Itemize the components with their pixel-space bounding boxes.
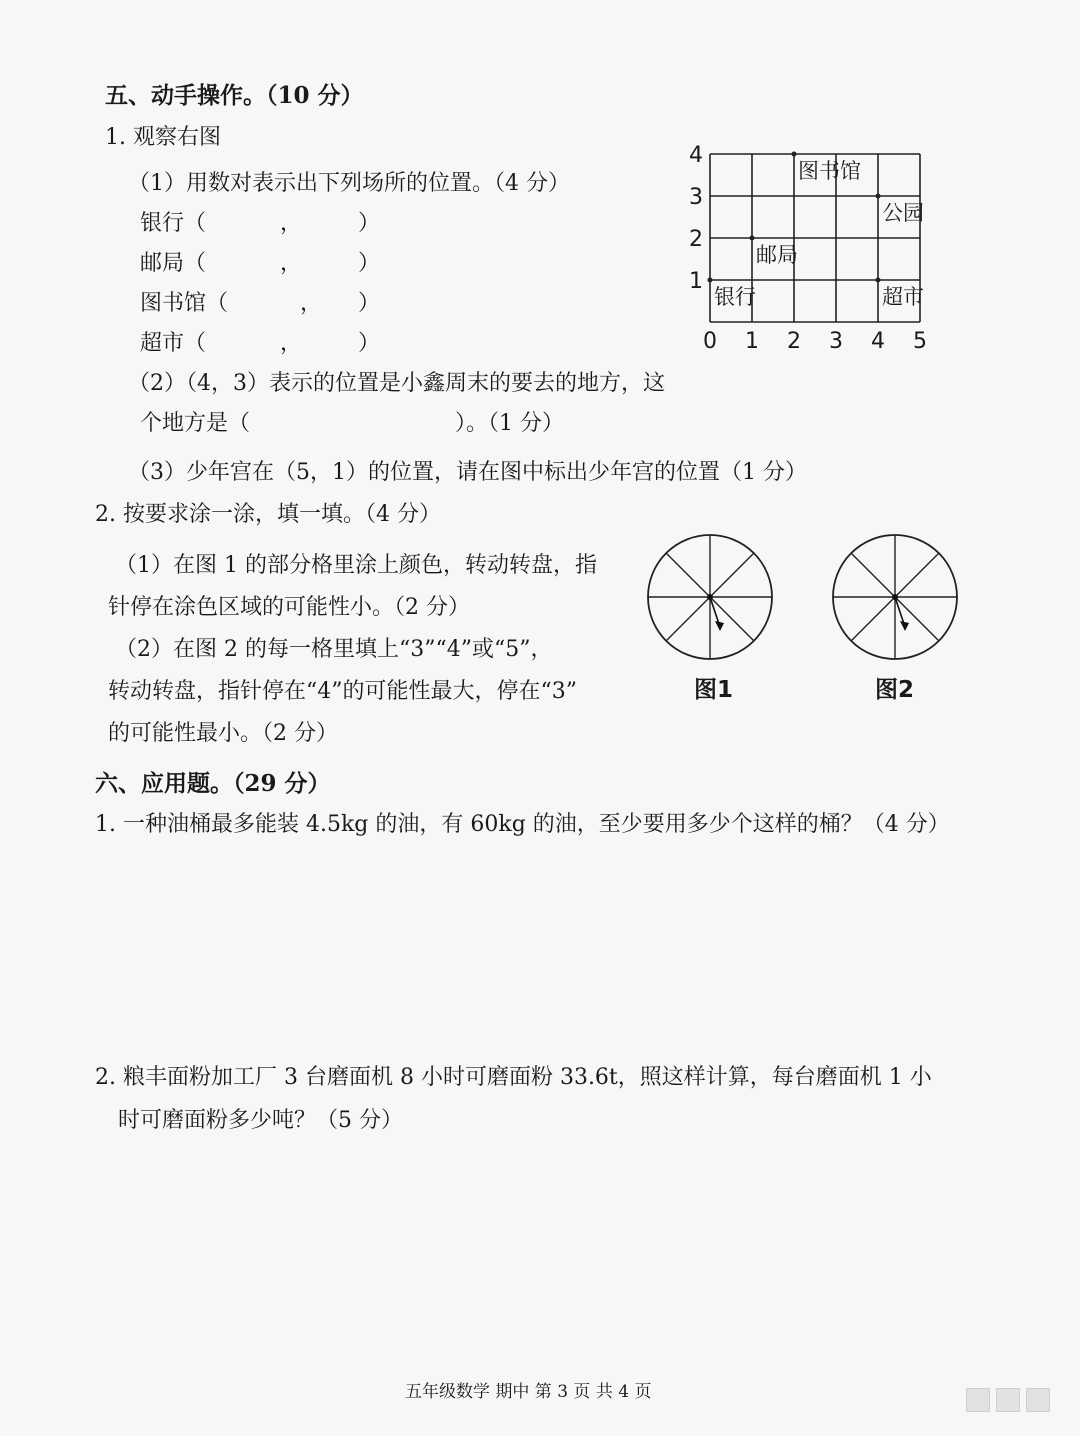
x-tick-label: 1 — [745, 329, 759, 354]
spinner-pointer-arrow — [715, 621, 724, 631]
x-tick-label: 3 — [829, 329, 843, 354]
close-paren: ） — [358, 331, 381, 356]
y-tick-label: 4 — [689, 143, 703, 168]
close-paren: ） — [358, 291, 381, 316]
close-paren: ） — [358, 251, 381, 276]
question-2-line1: （1）在图 1 的部分格里涂上颜色，转动转盘，指 — [115, 553, 597, 578]
place-label: 图书馆（ — [140, 291, 229, 316]
place-label: 超市（ — [140, 331, 207, 356]
spinner-figure-1 — [644, 531, 776, 663]
place-label: 超市 — [882, 285, 924, 309]
question-2-title: 2. 按要求涂一涂，填一填。（4 分） — [95, 502, 441, 527]
question-2-line3: （2）在图 2 的每一格里填上“3”“4”或“5”， — [115, 637, 553, 662]
place-label: 邮局（ — [140, 251, 207, 276]
comma: ， — [280, 251, 303, 276]
section-6-question-2-line2: 时可磨面粉多少吨？（5 分） — [118, 1108, 403, 1133]
y-tick-label: 3 — [689, 185, 703, 210]
figure-2-caption: 图2 — [875, 677, 915, 703]
x-tick-label: 5 — [913, 329, 927, 354]
figure-1-caption: 图1 — [694, 677, 734, 703]
question-2-line5: 的可能性最小。（2 分） — [108, 721, 338, 746]
comma: ， — [280, 211, 303, 236]
question-1-sub2-line2b: ）。（1 分） — [455, 411, 564, 436]
coordinate-grid — [685, 140, 945, 355]
place-point — [792, 152, 797, 157]
comma: ， — [280, 331, 303, 356]
x-tick-label: 4 — [871, 329, 885, 354]
place-point — [708, 278, 713, 283]
place-point — [876, 194, 881, 199]
place-label: 银行（ — [140, 211, 207, 236]
question-1-sub2-line1: （2）（4，3）表示的位置是小鑫周末的要去的地方，这 — [128, 371, 665, 396]
y-tick-label: 2 — [689, 227, 703, 252]
section-6-question-1: 1. 一种油桶最多能装 4.5kg 的油，有 60kg 的油，至少要用多少个这样的桶？（4 分） — [95, 812, 950, 837]
watermark-icon — [960, 1388, 1050, 1416]
comma: ， — [300, 291, 323, 316]
section-6-title: 六、应用题。（29 分） — [95, 770, 331, 797]
place-label: 邮局 — [756, 243, 798, 267]
x-tick-label: 0 — [703, 329, 717, 354]
place-point — [750, 236, 755, 241]
spinner-figure-2 — [829, 531, 961, 663]
y-tick-label: 1 — [689, 269, 703, 294]
question-2-line4: 转动转盘，指针停在“4”的可能性最大，停在“3” — [108, 679, 577, 704]
spinner-pointer-arrow — [900, 621, 909, 631]
x-tick-label: 2 — [787, 329, 801, 354]
place-point — [876, 278, 881, 283]
page-footer: 五年级数学 期中 第 3 页 共 4 页 — [405, 1382, 652, 1402]
place-label: 图书馆 — [798, 159, 861, 183]
section-5-title: 五、动手操作。（10 分） — [105, 82, 364, 109]
question-2-line2: 针停在涂色区域的可能性小。（2 分） — [108, 595, 470, 620]
place-label: 银行 — [714, 285, 756, 309]
question-1-sub1: （1）用数对表示出下列场所的位置。（4 分） — [128, 171, 570, 196]
close-paren: ） — [358, 211, 381, 236]
place-label: 公园 — [882, 201, 924, 225]
question-1-title: 1. 观察右图 — [105, 125, 221, 150]
question-1-sub3: （3）少年宫在（5，1）的位置，请在图中标出少年宫的位置（1 分） — [128, 460, 807, 485]
question-1-sub2-line2a: 个地方是（ — [140, 411, 251, 436]
section-6-question-2-line1: 2. 粮丰面粉加工厂 3 台磨面机 8 小时可磨面粉 33.6t，照这样计算，每台磨面机 1 小 — [95, 1065, 932, 1090]
grid-place-labels — [708, 152, 925, 310]
